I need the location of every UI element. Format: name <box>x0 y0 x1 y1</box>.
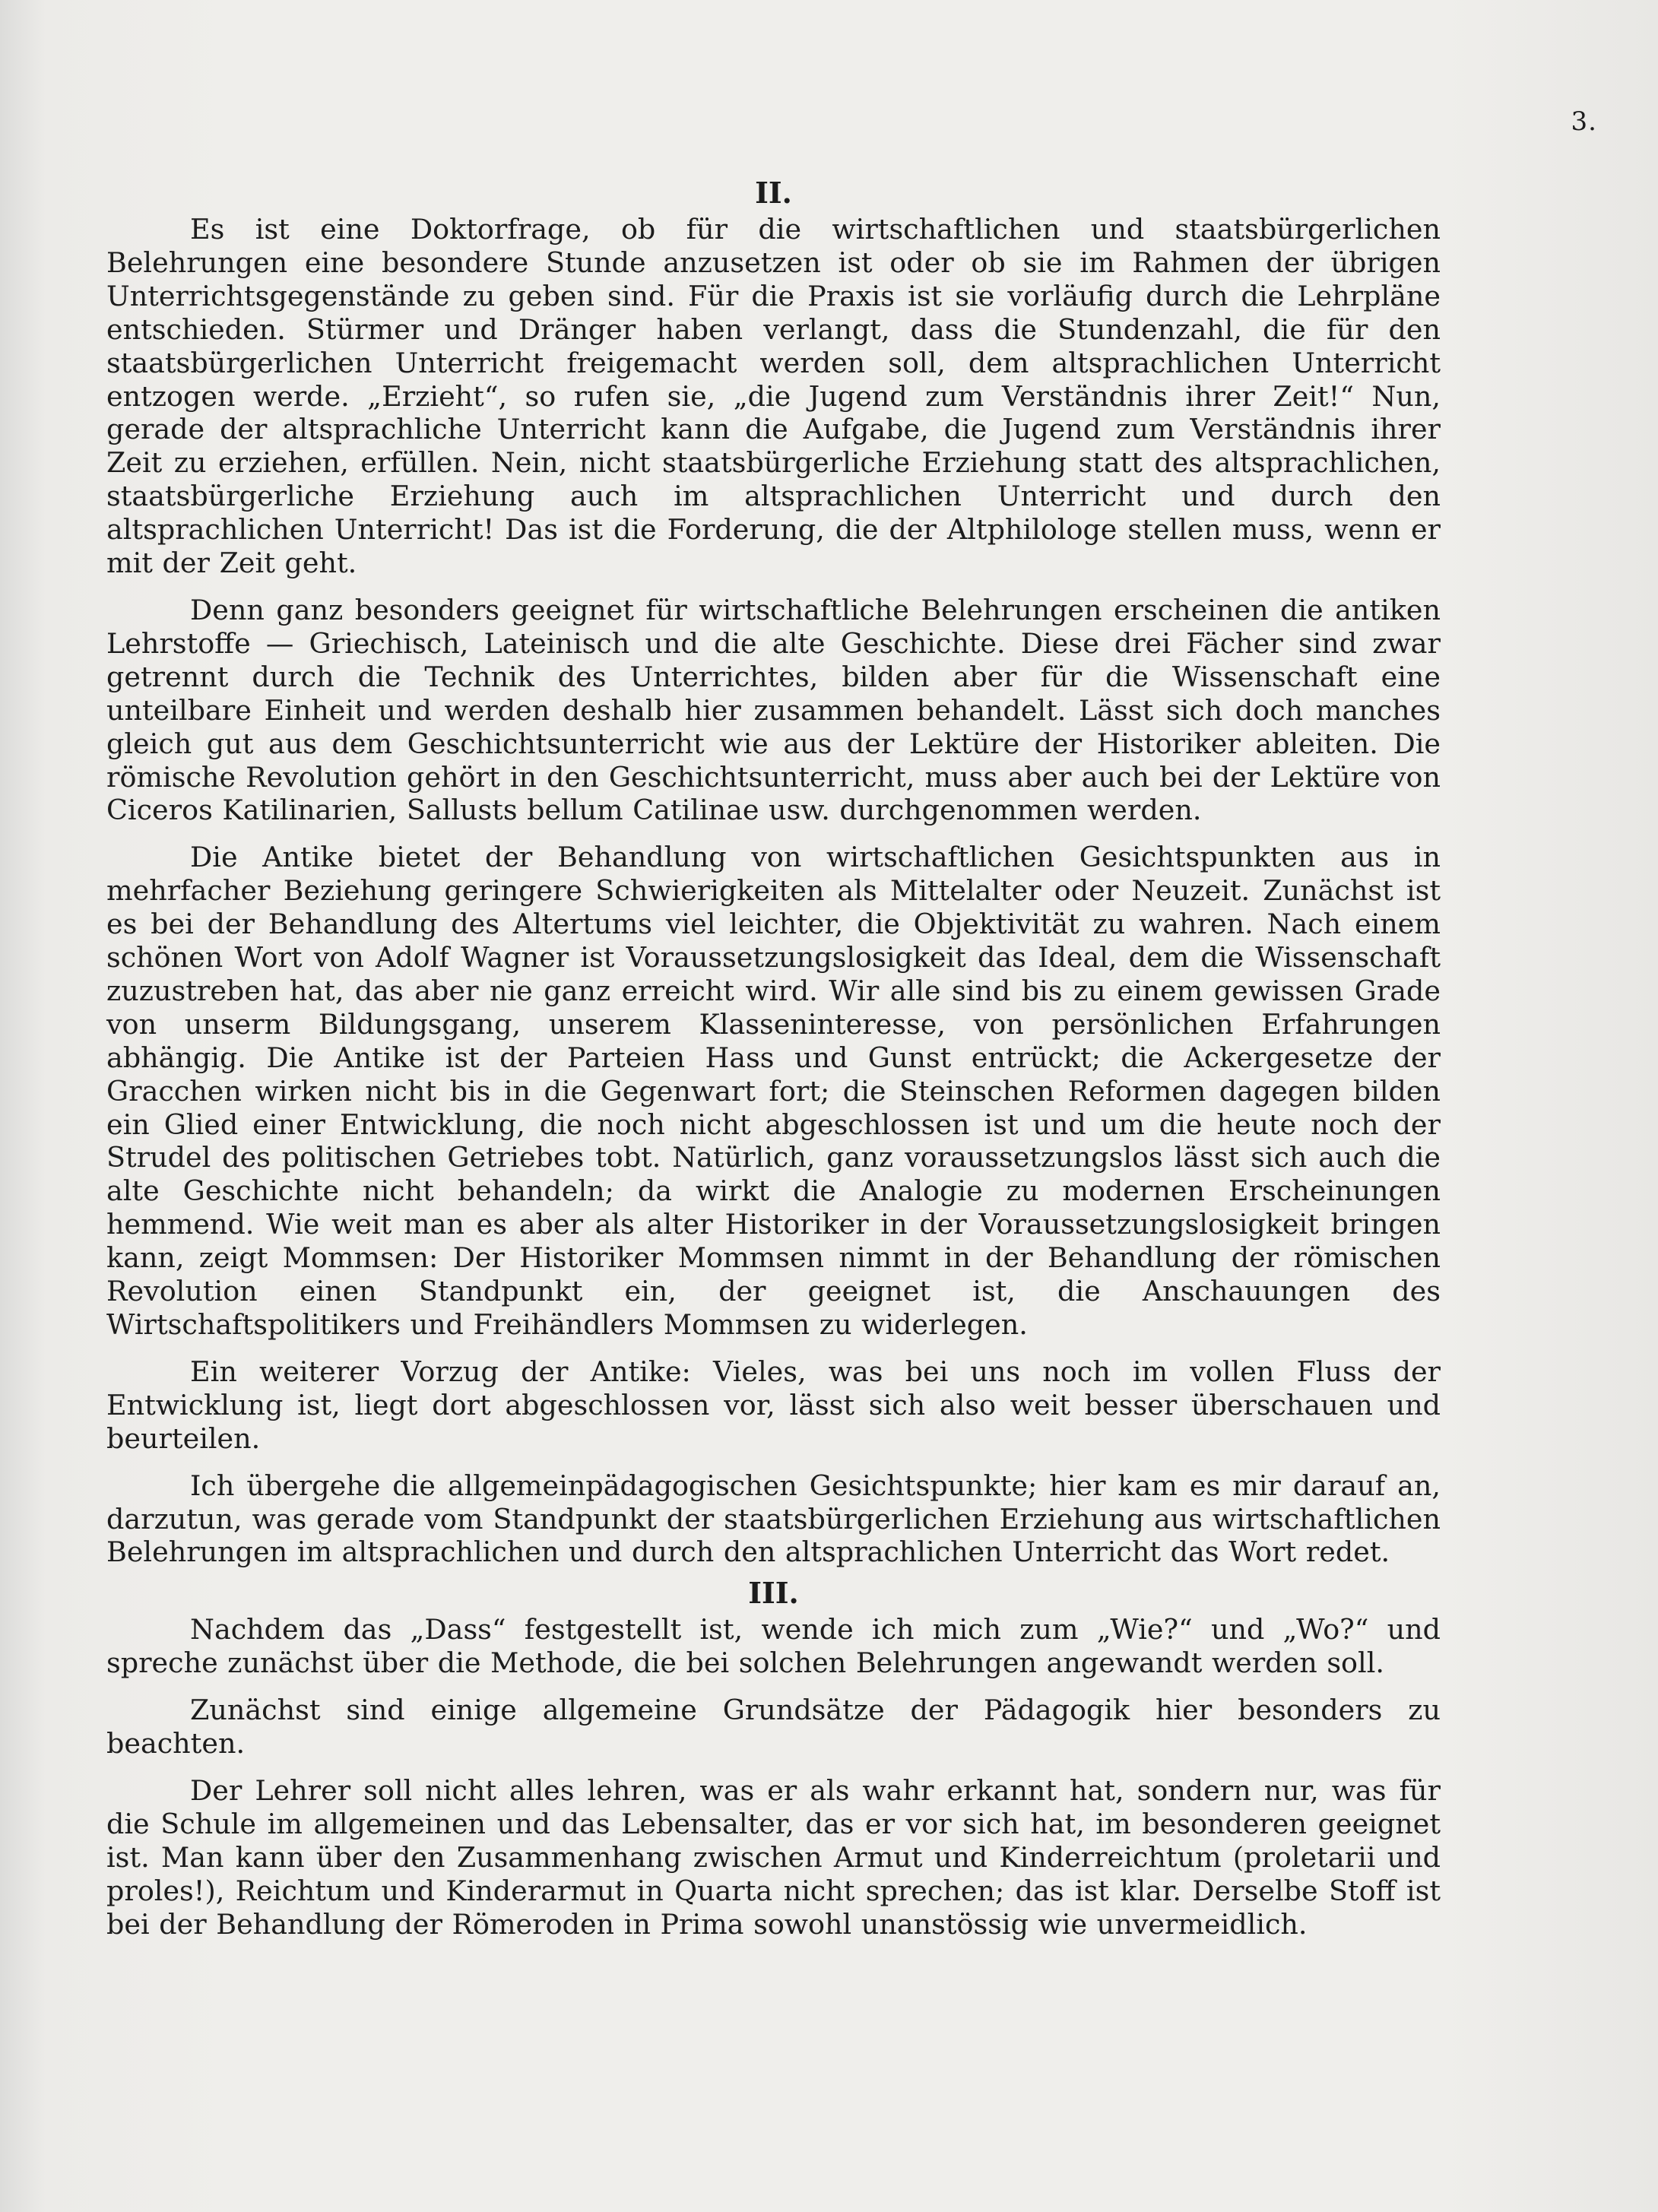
body-text <box>106 173 1441 1955</box>
paragraph: Es ist eine Doktorfrage, ob für die wirtschaftlichen und staatsbürgerlichen Belehrungen eine besondere Stunde anzusetzen ist oder ob sie im Rahmen der übrigen Unterrichtsgegenstände zu geben sind. Für die Praxis ist sie vorläufig durch die Lehrpläne entschieden. Stürmer und Dränger haben verlangt, dass die Stundenzahl, die für den staatsbürgerlichen Unterricht freigemacht werden soll, dem altsprachlichen Unterricht entzogen werde. „Erzieht“, so rufen sie, „die Jugend zum Verständnis ihrer Zeit!“ Nun, gerade der altsprachliche Unterricht kann die Aufgabe, die Jugend zum Verständnis ihrer Zeit zu erziehen, erfüllen. Nein, nicht staatsbürgerliche Erziehung statt des altsprachlichen, staatsbürgerliche Erziehung auch im altsprachlichen Unterricht und durch den altsprachlichen Unterricht! Das ist die Forderung, die der Altphilologe stellen muss, wenn er mit der Zeit geht. <box>106 213 1441 580</box>
paragraph: Zunächst sind einige allgemeine Grundsätze der Pädagogik hier besonders zu beachten. <box>106 1694 1441 1760</box>
paragraph: Ein weiterer Vorzug der Antike: Vieles, was bei uns noch im vollen Fluss der Entwicklung ist, liegt dort abgeschlossen vor, lässt sich also weit besser überschauen und beurteilen. <box>106 1355 1441 1455</box>
paragraph: Denn ganz besonders geeignet für wirtschaftliche Belehrungen erscheinen die antiken Lehrstoffe — Griechisch, Lateinisch und die alte Geschichte. Diese drei Fächer sind zwar getrennt durch die Technik des Unterrichtes, bilden aber für die Wissenschaft eine unteilbare Einheit und werden deshalb hier zusammen behandelt. Lässt sich doch manches gleich gut aus dem Geschichtsunterricht wie aus der Lektüre der Historiker ableiten. Die römische Revolution gehört in den Geschichtsunterricht, muss aber auch bei der Lektüre von Ciceros Katilinarien, Sallusts bellum Catilinae usw. durchgenommen werden. <box>106 593 1441 827</box>
paragraph: Nachdem das „Dass“ festgestellt ist, wende ich mich zum „Wie?“ und „Wo?“ und spreche zunächst über die Methode, die bei solchen Belehrungen angewandt werden soll. <box>106 1613 1441 1680</box>
paragraph: Die Antike bietet der Behandlung von wirtschaftlichen Gesichtspunkten aus in mehrfacher Beziehung geringere Schwierigkeiten als Mittelalter oder Neuzeit. Zunächst ist es bei der Behandlung des Altertums viel leichter, die Objektivität zu wahren. Nach einem schönen Wort von Adolf Wagner ist Voraussetzungslosigkeit das Ideal, dem die Wissenschaft zuzustreben hat, das aber nie ganz erreicht wird. Wir alle sind bis zu einem gewissen Grade von unserm Bildungsgang, unserem Klasseninteresse, von persönlichen Erfahrungen abhängig. Die Antike ist der Parteien Hass und Gunst entrückt; die Ackergesetze der Gracchen wirken nicht bis in die Gegenwart fort; die Steinschen Reformen dagegen bilden ein Glied einer Entwicklung, die noch nicht abgeschlossen ist und um die heute noch der Strudel des politischen Getriebes tobt. Natürlich, ganz voraussetzungslos lässt sich auch die alte Geschichte nicht behandeln; da wirkt die Analogie zu modernen Erscheinungen hemmend. Wie weit man es aber als alter Historiker in der Voraussetzungslosigkeit bringen kann, zeigt Mommsen: Der Historiker Mommsen nimmt in der Behandlung der römischen Revolution einen Standpunkt ein, der geeignet ist, die Anschauungen des Wirtschaftspolitikers und Freihändlers Mommsen zu widerlegen. <box>106 841 1441 1341</box>
section-heading-iii: III. <box>748 1576 799 1611</box>
section-heading-ii: II. <box>755 176 792 210</box>
paragraph: Der Lehrer soll nicht alles lehren, was er als wahr erkannt hat, sondern nur, was für die Schule im allgemeinen und das Lebensalter, das er vor sich hat, im besonderen geeignet ist. Man kann über den Zusammenhang zwischen Armut und Kinderreichtum (proletarii und proles!), Reichtum und Kinderarmut in Quarta nicht sprechen; das ist klar. Derselbe Stoff ist bei der Behandlung der Römeroden in Prima sowohl unanstössig wie unvermeidlich. <box>106 1773 1441 1941</box>
paragraph: Ich übergehe die allgemeinpädagogischen Gesichtspunkte; hier kam es mir darauf an, darzutun, was gerade vom Standpunkt der staatsbürgerlichen Erziehung aus wirtschaftlichen Belehrungen im altsprachlichen und durch den altsprachlichen Unterricht das Wort redet. <box>106 1469 1441 1569</box>
page-number: 3. <box>1571 106 1597 137</box>
